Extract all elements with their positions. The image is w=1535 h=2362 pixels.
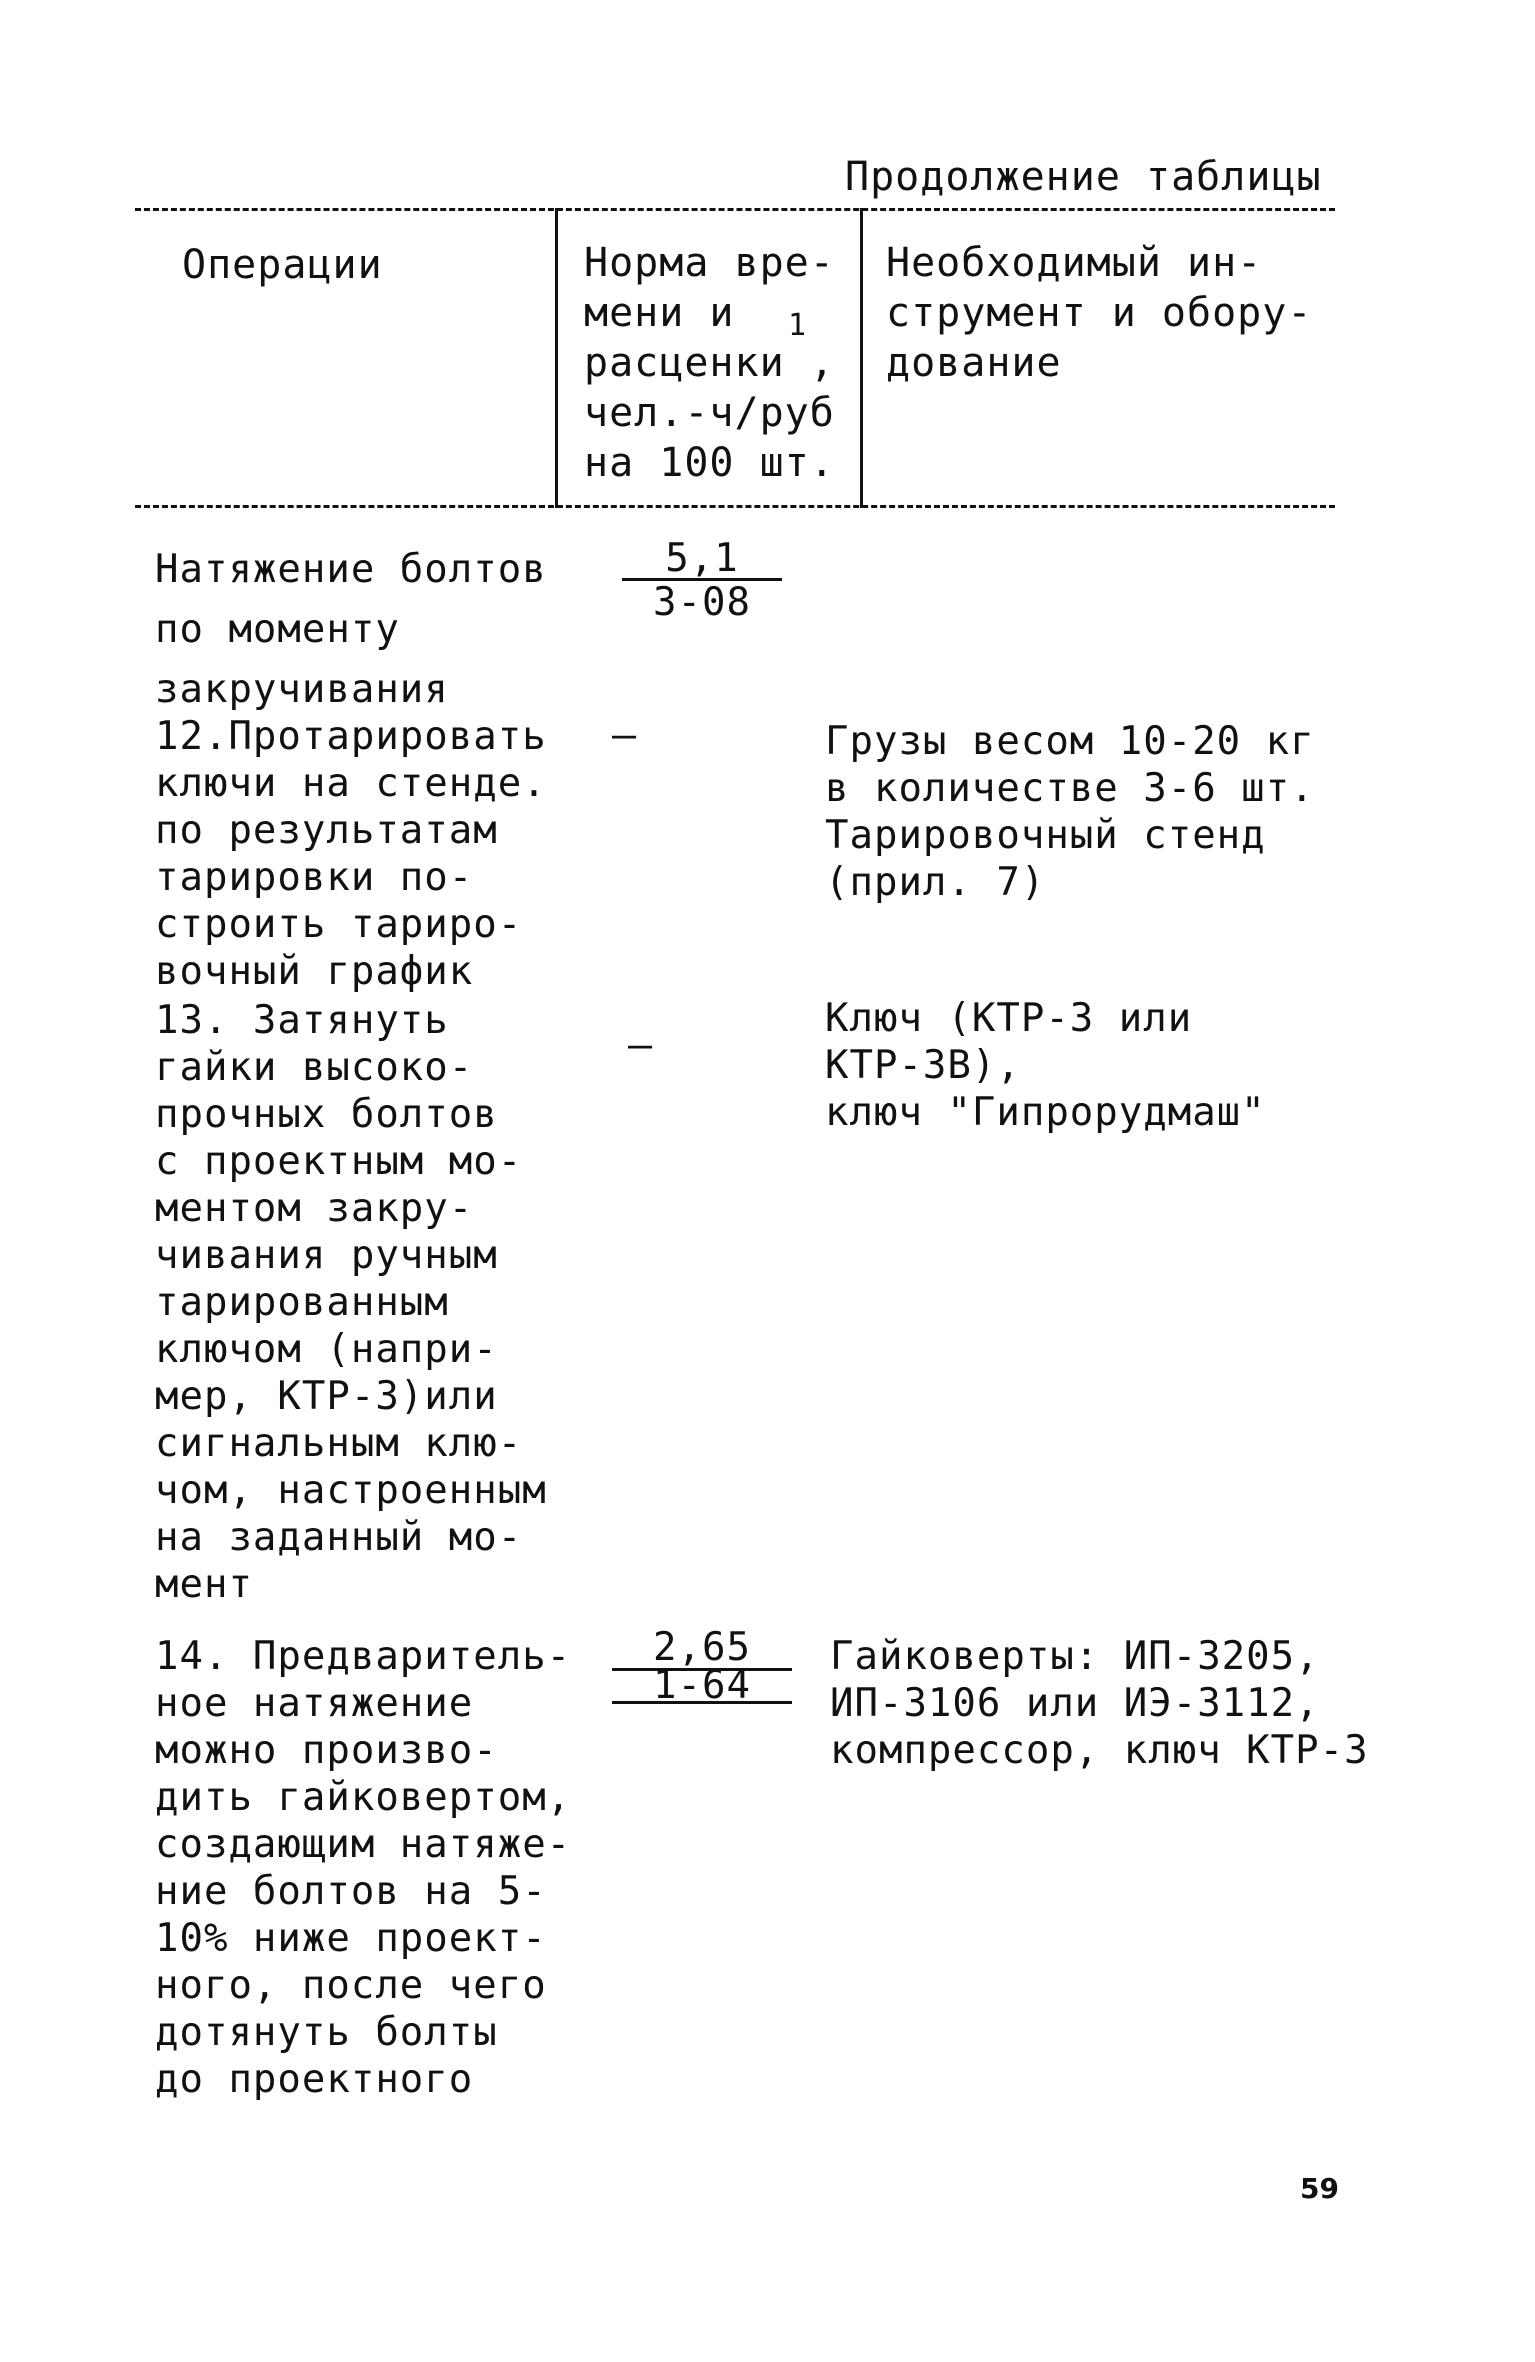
operation-line: до проектного [155,2057,474,2102]
fraction-numerator: 2,65 [612,1628,792,1671]
header-norm-footnote: 1 [788,308,807,343]
row-0-norm-fraction [622,536,782,625]
operation-line: строить тариро- [155,902,523,947]
operation-line: создающим натяже- [155,1822,572,1867]
page-number: 59 [1300,2172,1339,2205]
header-tools [886,238,1312,388]
header-norm-line: мени и [584,290,735,336]
operation-line: ное натяжение [155,1681,474,1726]
operation-line: ного, после чего [155,1963,547,2008]
operation-line: ключом (напри- [155,1327,498,1372]
tools-line: компрессор, ключ КТР-3 [830,1728,1369,1773]
header-bottom-rule [135,505,1335,508]
operation-line: 14. Предваритель- [155,1634,572,1679]
operation-line: чом, настроенным [155,1468,547,1513]
row-1-tools [825,718,1315,906]
header-divider-left [555,208,558,508]
tools-line: ИП-3106 или ИЭ-3112, [830,1681,1320,1726]
tools-line: (прил. 7) [825,860,1046,905]
operation-line: Натяжение болтов [155,547,547,592]
operation-line: ключи на стенде. [155,761,547,806]
row-2-operation [155,997,547,1608]
tools-line: Тарировочный стенд [825,813,1266,858]
operation-line: на заданный мо- [155,1515,523,1560]
operation-line: тарировки по- [155,855,474,900]
tools-line: ключ "Гипрорудмаш" [825,1090,1266,1135]
row-1-operation [155,713,547,995]
header-tools-line: струмент и обору- [886,290,1313,336]
operation-line: сигнальным клю- [155,1421,523,1466]
operation-line: с проектным мо- [155,1139,523,1184]
tools-line: в количестве 3-6 шт. [825,766,1315,811]
operation-line: чивания ручным [155,1233,498,1278]
header-norm [584,238,835,488]
operation-line: можно произво- [155,1728,498,1773]
operation-line: дотянуть болты [155,2010,498,2055]
fraction-denominator: 1-64 [612,1671,792,1704]
row-1-norm-dash: — [612,712,637,758]
fraction-numerator: 5,1 [622,540,782,581]
fraction-denominator: 3-08 [653,580,751,625]
operation-line: гайки высоко- [155,1045,474,1090]
operation-line: вочный график [155,949,474,994]
table-caption: Продолжение таблицы [845,154,1322,200]
operation-line: мер, КТР-3)или [155,1374,498,1419]
operation-line: закручивания [155,667,449,712]
operation-line: ментом закру- [155,1186,474,1231]
tools-line: КТР-3В), [825,1043,1021,1088]
operation-line: 10% ниже проект- [155,1916,547,1961]
header-tools-line: дование [886,340,1062,386]
operation-line: тарированным [155,1280,449,1325]
row-3-tools [830,1633,1369,1774]
header-norm-line: Норма вре- [584,240,835,286]
tools-line: Ключ (КТР-3 или [825,996,1193,1041]
tools-line: Грузы весом 10-20 кг [825,719,1315,764]
header-divider-right [860,208,863,508]
operation-line: по результатам [155,808,498,853]
row-3-operation [155,1633,571,2103]
row-2-norm-dash: — [628,1022,653,1068]
header-norm-line: расценки , [584,340,835,386]
row-2-tools [825,995,1266,1136]
operation-line: 12.Протарировать [155,714,547,759]
header-norm-line: на 100 шт. [584,440,835,486]
operation-line: прочных болтов [155,1092,498,1137]
header-top-rule [135,208,1335,211]
header-operations-line: Операции [182,242,383,288]
header-tools-line: Необходимый ин- [886,240,1263,286]
row-3-norm-fraction [612,1625,792,1708]
operation-line: по моменту [155,607,400,652]
header-operations [182,240,383,290]
operation-line: мент [155,1562,253,1607]
row-0-operation [155,540,547,720]
header-norm-line: чел.-ч/руб [584,390,835,436]
operation-line: дить гайковертом, [155,1775,572,1820]
tools-line: Гайковерты: ИП-3205, [830,1634,1320,1679]
operation-line: ние болтов на 5- [155,1869,547,1914]
operation-line: 13. Затянуть [155,998,449,1043]
